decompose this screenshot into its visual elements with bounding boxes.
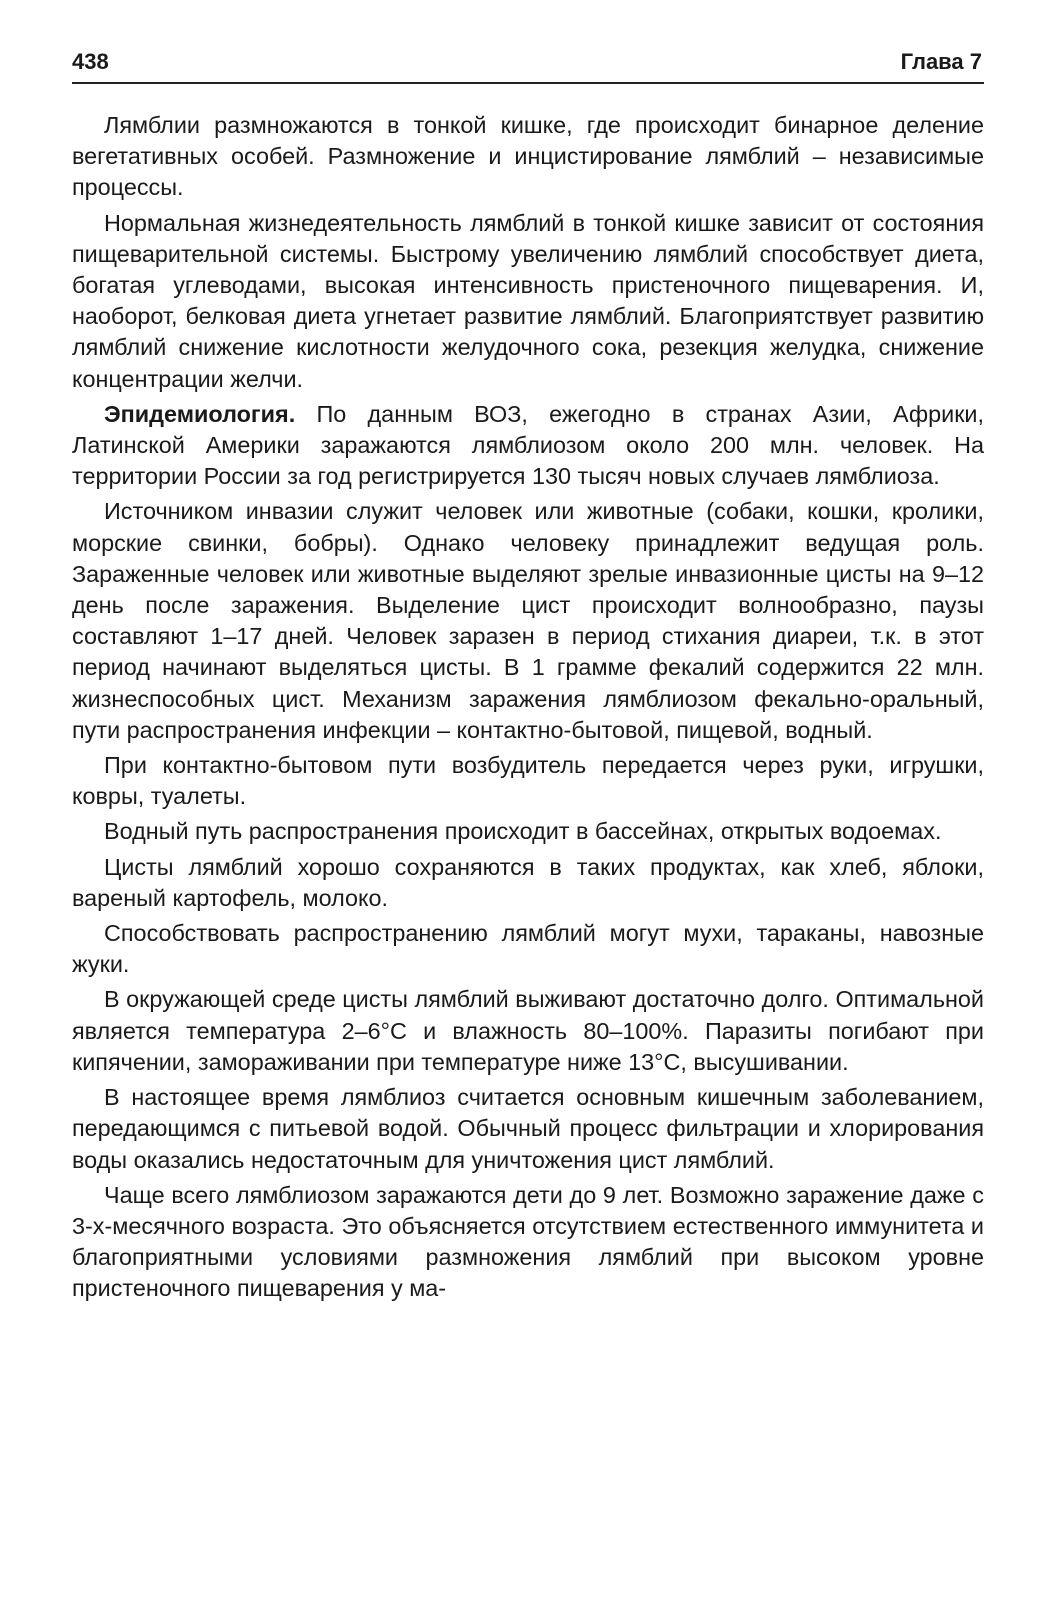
paragraph-text: По данным ВОЗ, ежегодно в странах Азии, Африки, Латинской Америки заражаются лямблиозом около 200 млн. человек. На территории России за год регистрируется 130 тысяч новых случаев лямблиоза. <box>72 400 984 490</box>
paragraph-6 <box>72 816 984 847</box>
paragraph-5 <box>72 750 984 812</box>
paragraph-text: Лямблии размножаются в тонкой кишке, где происходит бинарное деление вегетативных особей. Размножение и инцистирование лямблий – независимые процессы. <box>72 112 984 201</box>
paragraph-text: Цисты лямблий хорошо сохраняются в таких продуктах, как хлеб, яблоки, вареный картофель, молоко. <box>72 853 984 911</box>
paragraph-text: Чаще всего лямблиозом заражаются дети до 9 лет. Возможно заражение даже с 3-х-месячного возраста. Это объясняется отсутствием естественного иммунитета и благоприятными условиями размножения лямблий при высоком уровне пристеночного пищеварения у ма- <box>72 1181 984 1302</box>
paragraph-11 <box>72 1180 984 1305</box>
paragraph-text: При контактно-бытовом пути возбудитель передается через руки, игрушки, ковры, туалеты. <box>72 752 984 810</box>
paragraph-text: Источником инвазии служит человек или животные (собаки, кошки, кролики, морские свинки, бобры). Однако человеку принадлежит ведущая роль. Зараженные человек или животные выделяют зрелые инвазионные цисты на 9–12 день после заражения. Выделение цист происходит волнообразно, паузы составляют 1–17 дней. Человек заразен в период стихания диареи, т.к. в этот период начинают выделяться цисты. В 1 грамме фекалий содержится 22 млн. жизнеспособных цист. Механизм заражения лямблиозом фекально-оральный, пути распространения инфекции – контактно-бытовой, пищевой, водный. <box>72 498 984 743</box>
paragraph-4 <box>72 496 984 746</box>
paragraph-text: Способствовать распространению лямблий могут мухи, тараканы, навозные жуки. <box>72 920 984 978</box>
paragraph-1 <box>72 110 984 204</box>
paragraph-7 <box>72 852 984 914</box>
paragraph-text: Нормальная жизнедеятельность лямблий в тонкой кишке зависит от состояния пищеварительной системы. Быстрому увеличению лямблий способствует диета, богатая углеводами, высокая интенсивность пристеночного пищеварения. И, наоборот, белковая диета угнетает развитие лямблий. Благоприятствует развитию лямблий снижение кислотности желудочного сока, резекция желудка, снижение концентрации желчи. <box>72 209 984 392</box>
paragraph-9 <box>72 984 984 1078</box>
section-heading-epidemiology: Эпидемиология. <box>104 400 296 427</box>
paragraph-text: В окружающей среде цисты лямблий выживают достаточно долго. Оптимальной является температура 2–6°С и влажность 80–100%. Паразиты погибают при кипячении, замораживании при температуре ниже 13°С, высушивании. <box>72 986 984 1075</box>
page-body <box>72 110 984 1305</box>
page-header <box>72 48 984 84</box>
paragraph-8 <box>72 918 984 980</box>
paragraph-10 <box>72 1082 984 1176</box>
book-page <box>72 48 984 1309</box>
chapter-title: Глава 7 <box>900 49 982 74</box>
paragraph-text: Водный путь распространения происходит в бассейнах, открытых водоемах. <box>104 818 942 845</box>
paragraph-3 <box>72 399 984 493</box>
paragraph-text: В настоящее время лямблиоз считается основным кишечным заболеванием, передающимся с питьевой водой. Обычный процесс фильтрации и хлорирования воды оказались недостаточным для уничтожения цист лямблий. <box>72 1084 984 1173</box>
paragraph-2 <box>72 208 984 395</box>
page-number: 438 <box>72 49 109 74</box>
